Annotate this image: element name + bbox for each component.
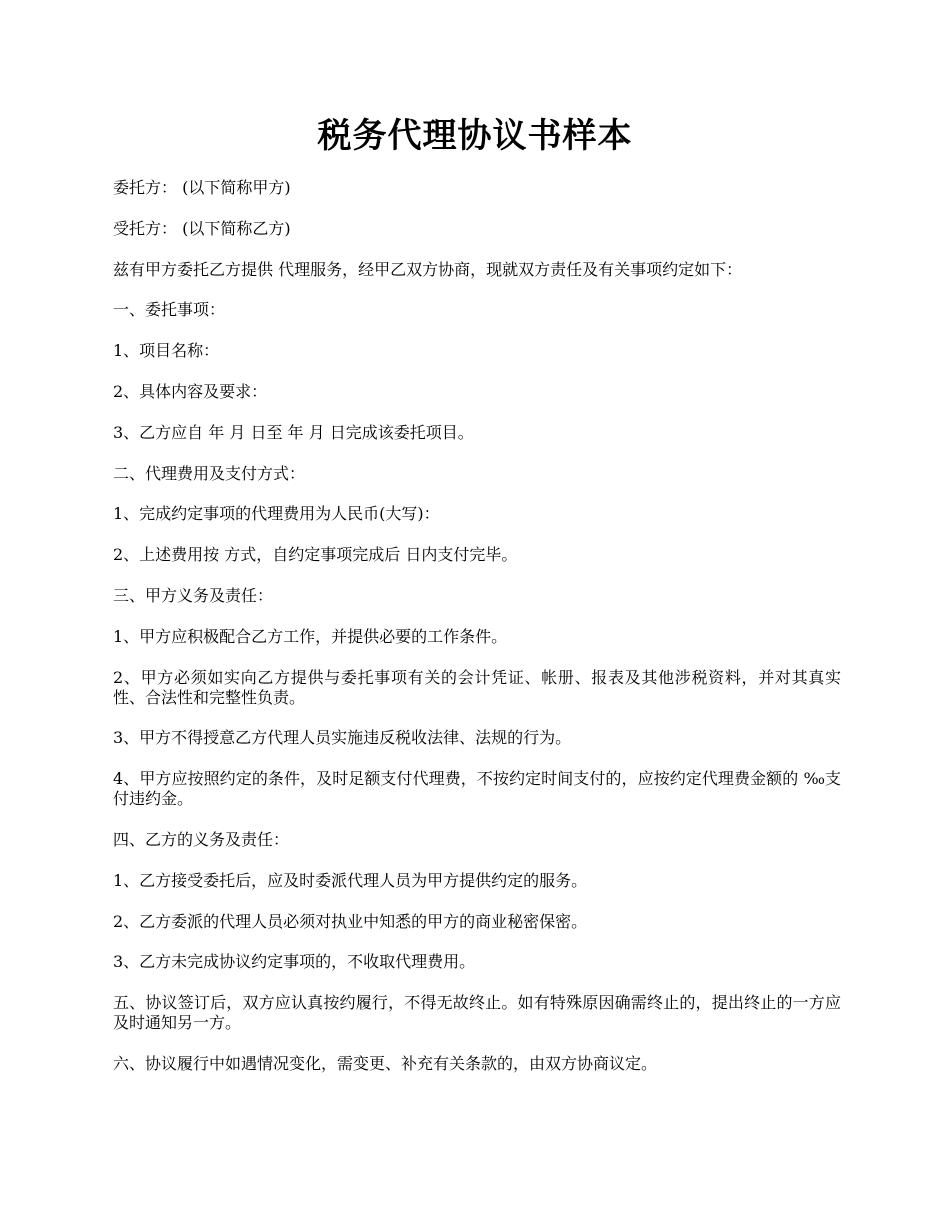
paragraph-item: 1、项目名称： [113,341,220,361]
section-heading-1: 一、委托事项： [113,300,226,320]
paragraph-item: 1、乙方接受委托后，应及时委派代理人员为甲方提供约定的服务。 [113,870,588,890]
paragraph-item: 2、甲方必须如实向乙方提供与委托事项有关的会计凭证、帐册、报表及其他涉税资料，并对其真实性、合法性和完整性负责。 [113,667,841,707]
paragraph-item: 1、甲方应积极配合乙方工作，并提供必要的工作条件。 [113,626,508,646]
document-body [113,178,841,1095]
paragraph-principal: 委托方： (以下简称甲方) [113,178,291,197]
document-title: 税务代理协议书样本 [317,116,633,156]
section-heading-2: 二、代理费用及支付方式： [113,463,306,483]
paragraph-item: 2、上述费用按 方式，自约定事项完成后 日内支付完毕。 [113,545,518,565]
section-heading-4: 四、乙方的义务及责任： [113,829,290,849]
paragraph-item: 2、乙方委派的代理人员必须对执业中知悉的甲方的商业秘密保密。 [113,911,588,931]
section-heading-3: 三、甲方义务及责任： [113,585,274,605]
paragraph-agent: 受托方： (以下简称乙方) [113,218,291,238]
paragraph-item: 2、具体内容及要求： [113,381,268,401]
paragraph-item: 3、甲方不得授意乙方代理人员实施违反税收法律、法规的行为。 [113,728,572,748]
paragraph-preamble: 兹有甲方委托乙方提供 代理服务，经甲乙双方协商，现就双方责任及有关事项约定如下： [113,259,743,279]
paragraph-item: 3、乙方未完成协议约定事项的，不收取代理费用。 [113,952,476,972]
section-6-paragraph: 六、协议履行中如遇情况变化，需变更、补充有关条款的，由双方协商议定。 [113,1053,658,1073]
paragraph-item: 1、完成约定事项的代理费用为人民币(大写)： [113,504,440,524]
section-5-paragraph: 五、协议签订后，双方应认真按约履行，不得无故终止。如有特殊原因确需终止的，提出终止的一方应及时通知另一方。 [113,993,841,1033]
paragraph-item: 4、甲方应按照约定的条件，及时足额支付代理费，不按约定时间支付的，应按约定代理费金额的 ‰支付违约金。 [113,769,841,809]
paragraph-item: 3、乙方应自 年 月 日至 年 月 日完成该委托项目。 [113,422,474,442]
